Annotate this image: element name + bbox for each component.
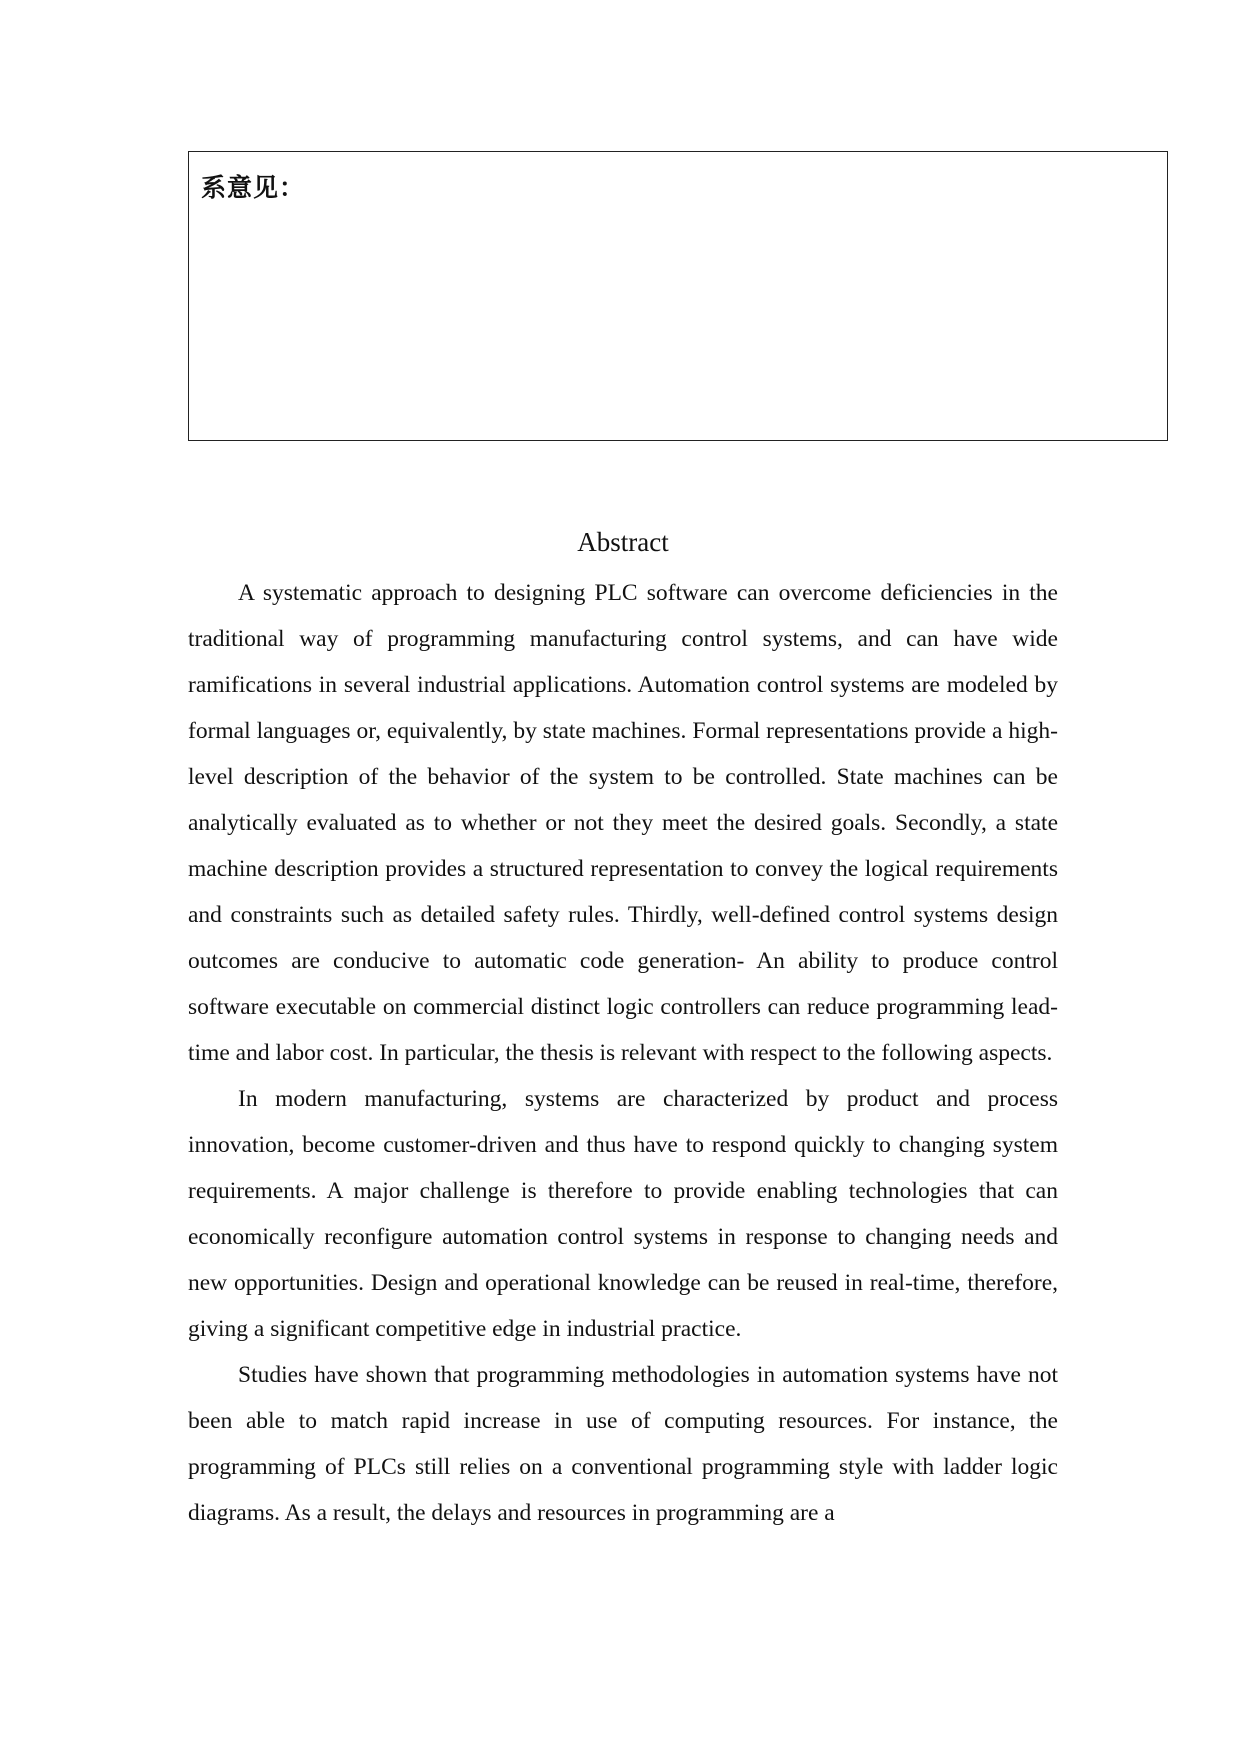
abstract-section (188, 522, 1058, 1536)
abstract-paragraph-1: A systematic approach to designing PLC software can overcome deficiencies in the traditional way of programming manufacturing control systems, and can have wide ramifications in several industrial applications. Automation control systems are modeled by formal languages or, equivalently, by state machines. Formal representations provide a high-level description of the behavior of the system to be controlled. State machines can be analytically evaluated as to whether or not they meet the desired goals. Secondly, a state machine description provides a structured representation to convey the logical requirements and constraints such as detailed safety rules. Thirdly, well-defined control systems design outcomes are conducive to automatic code generation- An ability to produce control software executable on commercial distinct logic controllers can reduce programming lead-time and labor cost. In particular, the thesis is relevant with respect to the following aspects. (188, 580, 1058, 1066)
department-opinion-label: 系意见： (201, 173, 306, 202)
department-opinion-box (188, 151, 1168, 441)
abstract-paragraph-2: In modern manufacturing, systems are characterized by product and process innovation, become customer-driven and thus have to respond quickly to changing system requirements. A major challenge is therefore to provide enabling technologies that can economically reconfigure automation control systems in response to changing needs and new opportunities. Design and operational knowledge can be reused in real-time, therefore, giving a significant competitive edge in industrial practice. (188, 1086, 1058, 1342)
abstract-title: Abstract (577, 527, 669, 557)
abstract-paragraph-3: Studies have shown that programming methodologies in automation systems have not been able to match rapid increase in use of computing resources. For instance, the programming of PLCs still relies on a conventional programming style with ladder logic diagrams. As a result, the delays and resources in programming are a (188, 1362, 1058, 1526)
